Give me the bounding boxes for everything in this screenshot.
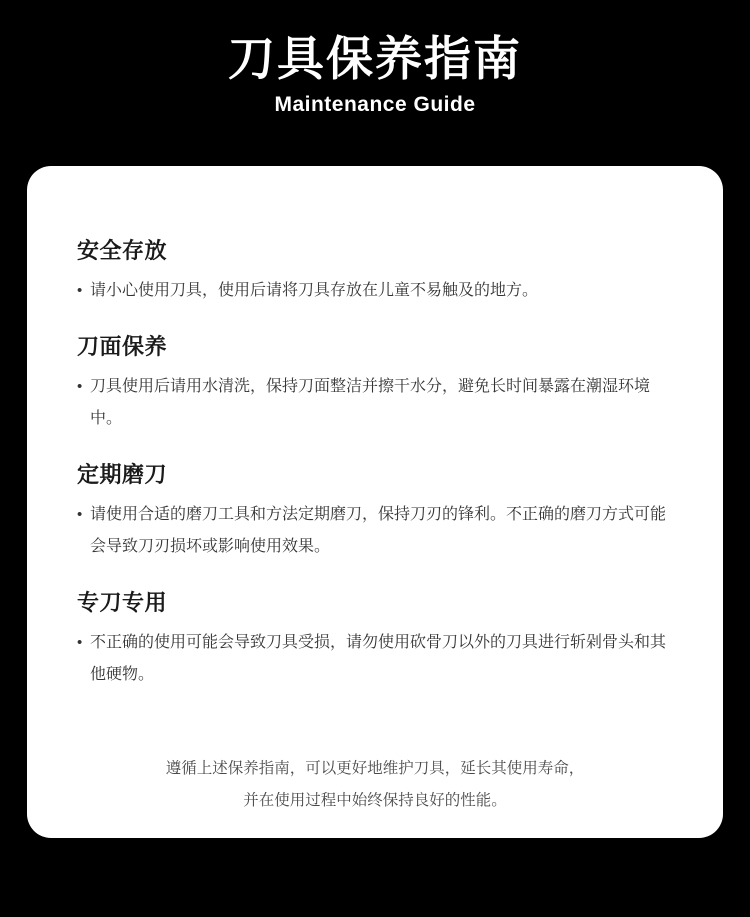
section-heading: 安全存放 xyxy=(77,237,168,263)
bullet-list xyxy=(77,627,673,691)
section-regular-sharpening xyxy=(77,460,673,563)
bullet-list xyxy=(77,275,673,307)
bullet-text: 不正确的使用可能会导致刀具受损，请勿使用砍骨刀以外的刀具进行斩剁骨头和其他硬物。 xyxy=(90,633,667,683)
section-heading: 刀面保养 xyxy=(77,333,168,359)
maintenance-card xyxy=(27,166,723,838)
page-header xyxy=(0,0,750,117)
bullet-text: 刀具使用后请用水清洗，保持刀面整洁并擦干水分，避免长时间暴露在潮湿环境中。 xyxy=(90,377,651,427)
bullet-text: 请使用合适的磨刀工具和方法定期磨刀，保持刀刃的锋利。不正确的磨刀方式可能会导致刀刃损坏或影响使用效果。 xyxy=(90,505,667,555)
section-heading: 定期磨刀 xyxy=(77,461,168,487)
bullet-icon: • xyxy=(77,377,83,395)
section-dedicated-use xyxy=(77,588,673,691)
bullet-list xyxy=(77,499,673,563)
section-heading: 专刀专用 xyxy=(77,589,168,615)
footer-note xyxy=(77,753,673,817)
page-title: 刀具保养指南 xyxy=(228,32,522,85)
bullet-item xyxy=(77,371,669,435)
bullet-icon: • xyxy=(77,633,83,651)
bullet-icon: • xyxy=(77,281,83,299)
page-subtitle: Maintenance Guide xyxy=(274,92,476,116)
footer-line-2: 并在使用过程中始终保持良好的性能。 xyxy=(243,791,507,809)
bullet-item xyxy=(77,275,669,307)
bullet-item xyxy=(77,627,669,691)
bullet-icon: • xyxy=(77,505,83,523)
bullet-list xyxy=(77,371,673,435)
section-safe-storage xyxy=(77,236,673,307)
bullet-item xyxy=(77,499,669,563)
footer-line-1: 遵循上述保养指南，可以更好地维护刀具，延长其使用寿命， xyxy=(165,759,585,777)
bullet-text: 请小心使用刀具，使用后请将刀具存放在儿童不易触及的地方。 xyxy=(90,281,539,299)
section-blade-care xyxy=(77,332,673,435)
